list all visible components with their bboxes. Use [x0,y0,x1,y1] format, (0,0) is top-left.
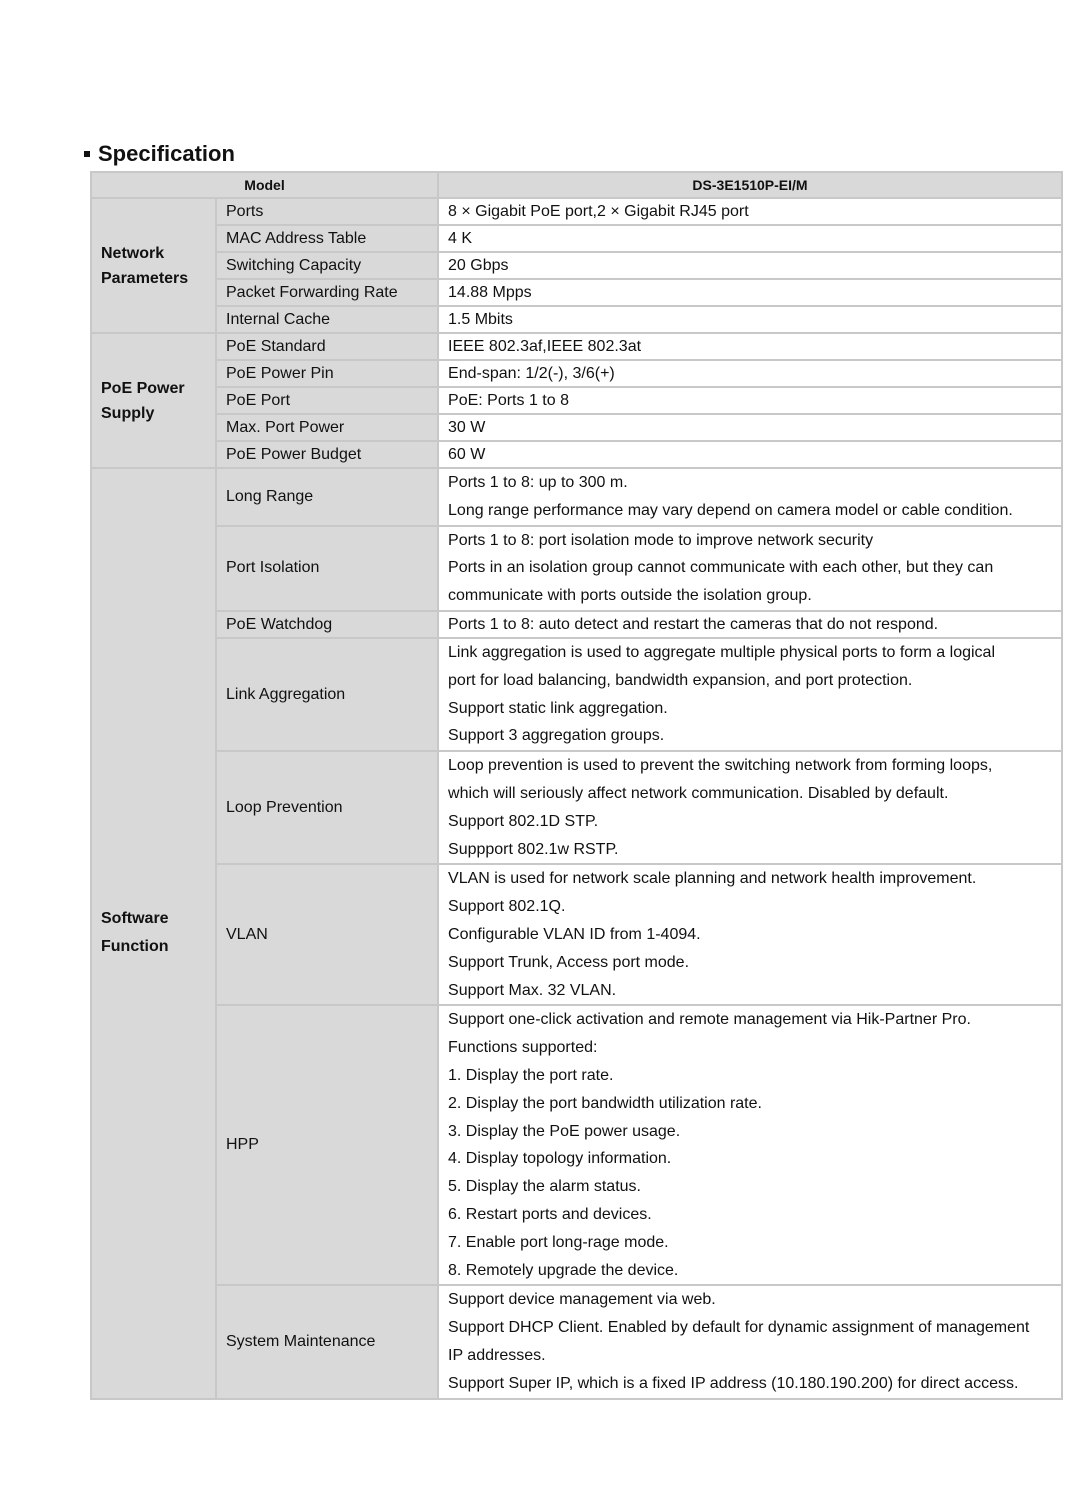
spec-item-value [438,751,1062,864]
spec-item-label: Loop Prevention [216,751,438,864]
spec-item-label: Switching Capacity [216,252,438,279]
spec-value-line: VLAN is used for network scale planning and network health improvement. [448,870,977,888]
spec-item-value [438,864,1062,1005]
table-row [91,1005,1062,1285]
category-label-line: Parameters [101,269,189,287]
spec-item-value [438,360,1062,387]
table-row [91,611,1062,638]
spec-item-label: Port Isolation [216,526,438,611]
spec-item-value [438,225,1062,252]
spec-value-line: 8 × Gigabit PoE port,2 × Gigabit RJ45 port [448,203,749,220]
spec-value-line: Support Max. 32 VLAN. [448,981,617,999]
spec-item-value [438,468,1062,526]
category-label-line: Software [101,910,169,928]
category-label-line: Function [101,938,169,956]
category-label-line: Network [101,244,165,262]
spec-value-line: End-span: 1/2(-), 3/6(+) [448,365,615,382]
table-row [91,279,1062,306]
category-software-function [91,468,216,1399]
spec-item-value [438,306,1062,333]
spec-value-line: Ports 1 to 8: port isolation mode to improve network security [448,531,874,549]
spec-item-label: VLAN [216,864,438,1005]
spec-item-value [438,387,1062,414]
spec-value-line: 20 Gbps [448,257,509,274]
specification-table [90,171,1063,1400]
spec-item-label: PoE Watchdog [216,611,438,638]
spec-value-line: Loop prevention is used to prevent the switching network from forming loops, [448,757,993,775]
table-row [91,225,1062,252]
category-label-line: PoE Power [101,379,185,397]
bullet-icon [84,151,90,157]
spec-item-value [438,252,1062,279]
table-row [91,387,1062,414]
table-row [91,751,1062,864]
table-row [91,638,1062,751]
table-row [91,526,1062,611]
spec-item-label: PoE Port [216,387,438,414]
spec-value-line: 2. Display the port bandwidth utilization rate. [448,1094,762,1112]
spec-value-line: 1. Display the port rate. [448,1066,614,1084]
category-label-line: Supply [101,404,155,422]
table-row [91,198,1062,225]
spec-item-label: PoE Power Pin [216,360,438,387]
spec-value-line: Ports 1 to 8: up to 300 m. [448,474,628,491]
spec-item-value [438,333,1062,360]
spec-value-line: 8. Remotely upgrade the device. [448,1261,679,1279]
spec-value-line: Support Trunk, Access port mode. [448,953,690,971]
table-row [91,1285,1062,1398]
spec-value-line: PoE: Ports 1 to 8 [448,392,569,409]
spec-item-value [438,638,1062,751]
spec-item-label: MAC Address Table [216,225,438,252]
spec-value-line: Support one-click activation and remote management via Hik-Partner Pro. [448,1011,971,1029]
model-label: Model [91,172,438,198]
spec-value-line: Support Super IP, which is a fixed IP address (10.180.190.200) for direct access. [448,1374,1019,1392]
spec-value-line: 4. Display topology information. [448,1150,672,1168]
table-row [91,333,1062,360]
category-poe-power-supply [91,333,216,468]
spec-value-line: Ports in an isolation group cannot communicate with each other, but they can [448,559,994,577]
spec-value-line: 5. Display the alarm status. [448,1178,641,1196]
spec-value-line: Support 802.1D STP. [448,812,599,830]
spec-item-value [438,198,1062,225]
spec-value-line: 30 W [448,419,486,436]
table-row [91,360,1062,387]
table-row [91,864,1062,1005]
spec-value-line: Support static link aggregation. [448,699,668,717]
table-header-row [91,172,1062,198]
spec-value-line: IEEE 802.3af,IEEE 802.3at [448,338,642,355]
table-row [91,306,1062,333]
spec-item-value [438,441,1062,468]
spec-value-line: Support device management via web. [448,1291,716,1309]
spec-item-label: Link Aggregation [216,638,438,751]
spec-value-line: IP addresses. [448,1346,546,1364]
spec-value-line: 4 K [448,230,473,247]
spec-value-line: Support 802.1Q. [448,898,566,916]
spec-item-label: Ports [216,198,438,225]
spec-value-line: Support DHCP Client. Enabled by default for dynamic assignment of management [448,1319,1030,1337]
spec-value-line: 1.5 Mbits [448,311,513,328]
spec-item-value [438,1005,1062,1285]
spec-value-line: 3. Display the PoE power usage. [448,1122,681,1140]
spec-value-line: 6. Restart ports and devices. [448,1205,652,1223]
spec-value-line: Support 3 aggregation groups. [448,727,665,745]
section-heading [84,141,235,167]
spec-item-label: PoE Power Budget [216,441,438,468]
spec-item-value [438,611,1062,638]
spec-value-line: Suppport 802.1w RSTP. [448,840,619,858]
spec-value-line: Functions supported: [448,1039,598,1057]
spec-item-label: HPP [216,1005,438,1285]
spec-value-line: 60 W [448,446,486,463]
spec-item-label: Internal Cache [216,306,438,333]
spec-value-line: 7. Enable port long-rage mode. [448,1233,669,1251]
category-network-parameters [91,198,216,333]
spec-value-line: Configurable VLAN ID from 1-4094. [448,925,701,943]
spec-item-value [438,1285,1062,1398]
spec-item-label: PoE Standard [216,333,438,360]
spec-value-line: communicate with ports outside the isolation group. [448,587,812,605]
section-title: Specification [98,141,235,166]
table-row [91,414,1062,441]
spec-value-line: Long range performance may vary depend on camera model or cable condition. [448,501,1013,519]
table-row [91,252,1062,279]
table-row [91,468,1062,526]
spec-value-line: Link aggregation is used to aggregate multiple physical ports to form a logical [448,643,995,661]
spec-value-line: which will seriously affect network communication. Disabled by default. [448,784,949,802]
spec-item-value [438,414,1062,441]
spec-item-label: Packet Forwarding Rate [216,279,438,306]
spec-item-label: System Maintenance [216,1285,438,1398]
spec-item-label: Max. Port Power [216,414,438,441]
spec-value-line: 14.88 Mpps [448,284,532,301]
spec-value-line: port for load balancing, bandwidth expansion, and port protection. [448,671,913,689]
spec-value-line: Ports 1 to 8: auto detect and restart the cameras that do not respond. [448,615,939,633]
spec-item-value [438,526,1062,611]
table-row [91,441,1062,468]
spec-item-label: Long Range [216,468,438,526]
spec-item-value [438,279,1062,306]
model-value: DS-3E1510P-EI/M [438,172,1062,198]
